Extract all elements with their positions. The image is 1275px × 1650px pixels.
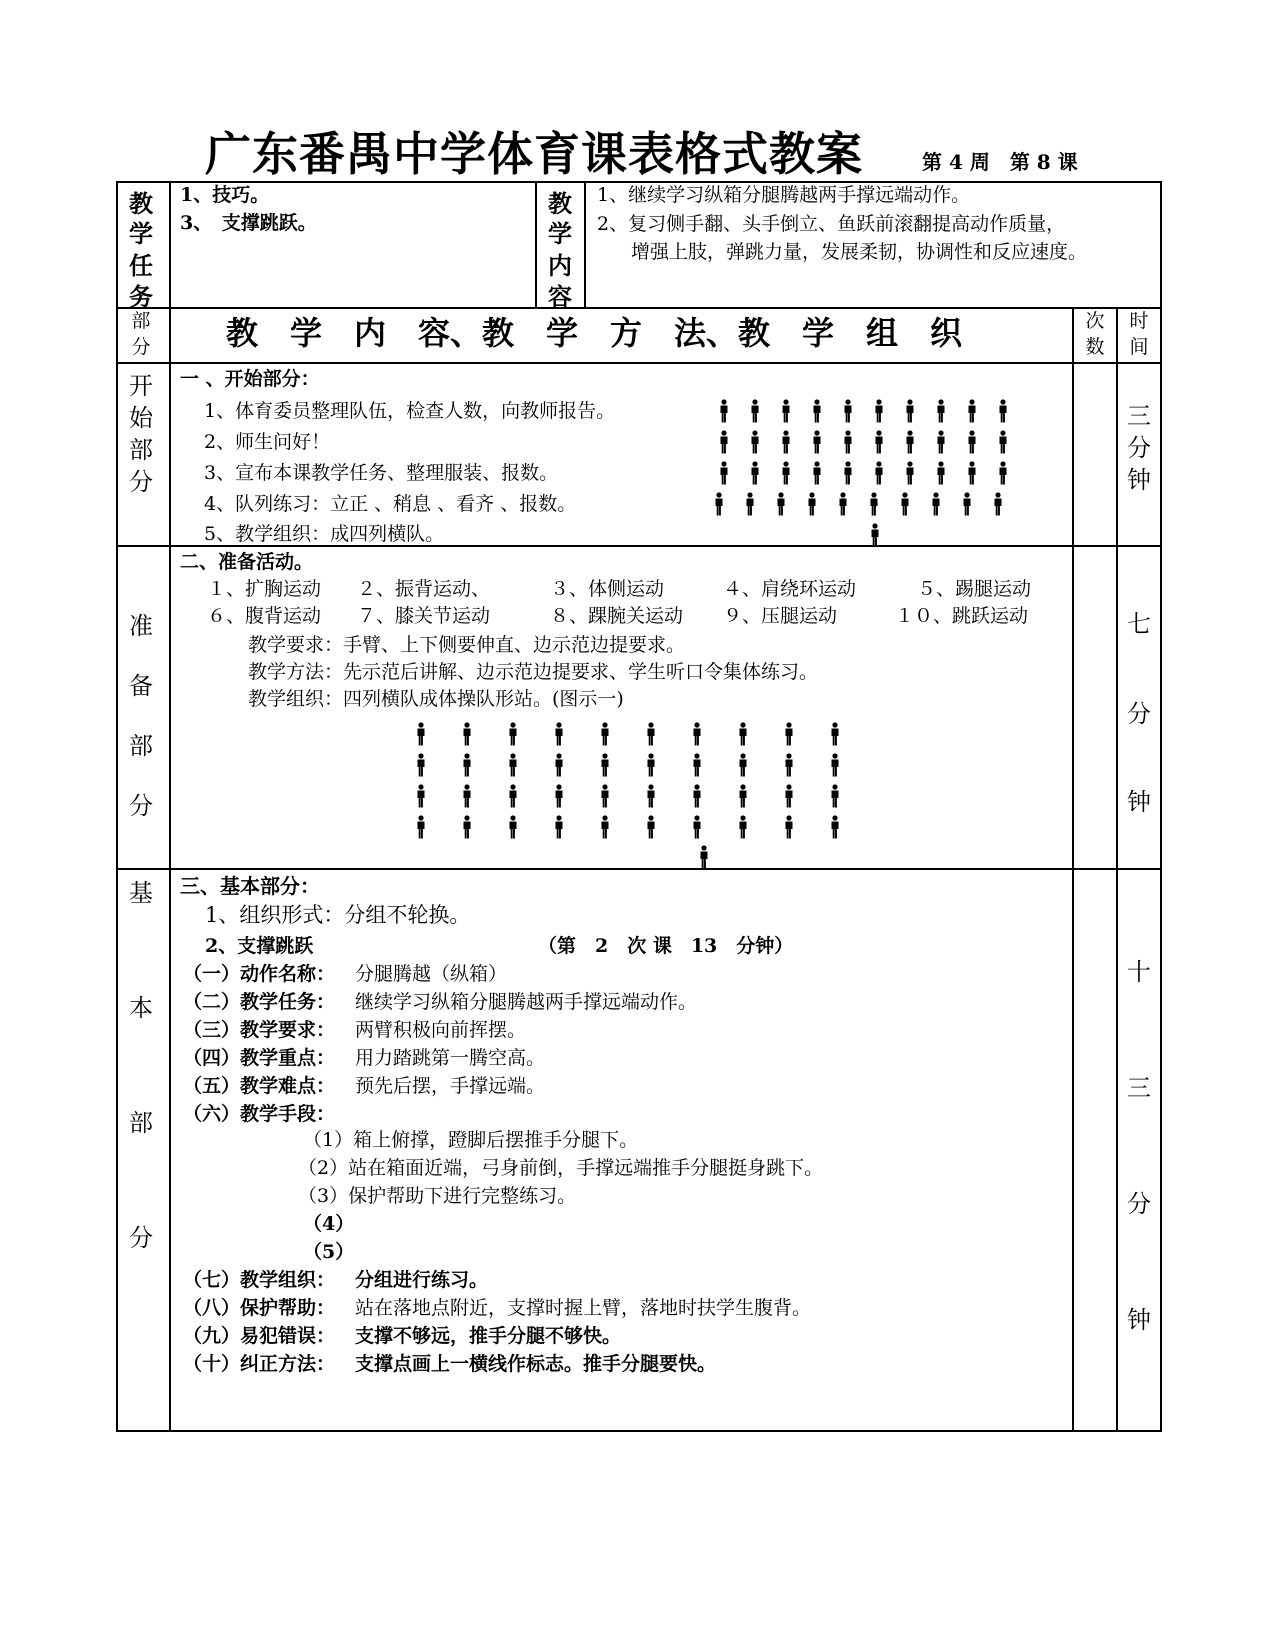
- student-figure-icon: [779, 399, 793, 423]
- student-figure-icon: [782, 722, 796, 746]
- student-figure-icon: [996, 461, 1010, 485]
- student-figure-icon: [934, 430, 948, 454]
- student-figure-icon: [460, 753, 474, 777]
- student-figure-icon: [779, 461, 793, 485]
- start-label-char: 开: [129, 372, 153, 400]
- content-label-char: 内: [548, 251, 572, 280]
- student-figure-icon: [717, 461, 731, 485]
- student-figure-icon: [810, 430, 824, 454]
- student-figure-icon: [965, 399, 979, 423]
- student-figure-icon: [598, 753, 612, 777]
- student-figure-icon: [805, 492, 819, 516]
- basic-means: （4）: [303, 1213, 355, 1235]
- student-figure-icon: [872, 399, 886, 423]
- student-figure-icon: [996, 399, 1010, 423]
- page-title: 广东番禺中学体育课表格式教案: [205, 127, 863, 181]
- student-figure-icon: [598, 722, 612, 746]
- basic-row-value: 支撑点画上一横线作标志。推手分腿要快。: [355, 1353, 717, 1375]
- basic-heading: 三、基本部分：: [180, 874, 320, 898]
- basic-time-char: 钟: [1127, 1306, 1151, 1334]
- student-figure-icon: [598, 784, 612, 808]
- basic-time-char: 分: [1127, 1190, 1151, 1218]
- start-heading: 一 、开始部分：: [180, 368, 320, 390]
- tasks-label-char: 教: [129, 189, 153, 218]
- content-label-char: 学: [548, 219, 572, 248]
- prep-time-char: 分: [1127, 700, 1151, 728]
- student-figure-icon: [828, 815, 842, 839]
- student-figure-icon: [736, 753, 750, 777]
- prep-label-char: 部: [129, 732, 153, 760]
- student-figure-icon: [774, 492, 788, 516]
- student-figure-icon: [810, 461, 824, 485]
- basic-row-value: 继续学习纵箱分腿腾越两手撑远端动作。: [355, 991, 698, 1013]
- student-figure-icon: [506, 753, 520, 777]
- header-times-char: 数: [1085, 336, 1105, 358]
- content-label-char: 容: [548, 282, 572, 311]
- basic-row-value: 预先后摆，手撑远端。: [355, 1075, 546, 1097]
- content-label-char: 教: [548, 189, 572, 218]
- prep-label-char: 备: [129, 672, 153, 700]
- tasks-label-char: 任: [129, 251, 153, 280]
- student-figure-icon: [810, 399, 824, 423]
- basic-label-char: 基: [129, 879, 153, 907]
- prep-item: １、扩胸运动: [207, 578, 322, 600]
- basic-time-char: 三: [1127, 1074, 1151, 1102]
- student-figure-icon: [460, 784, 474, 808]
- student-figure-icon: [867, 492, 881, 516]
- basic-means: （1）箱上俯撑，蹬脚后摆推手分腿下。: [303, 1129, 639, 1151]
- start-item: 4、队列练习：立正 、稍息 、看齐 、报数。: [204, 493, 577, 515]
- tasks-label-char: 学: [129, 219, 153, 248]
- student-figure-icon: [644, 722, 658, 746]
- start-item: 5、教学组织：成四列横队。: [204, 523, 445, 545]
- student-figure-icon: [872, 461, 886, 485]
- basic-row-key: （六）教学手段：: [183, 1103, 336, 1125]
- student-figure-icon: [782, 784, 796, 808]
- student-figure-icon: [991, 492, 1005, 516]
- student-figure-icon: [898, 492, 912, 516]
- content-line-3: 增强上肢，弹跳力量，发展柔韧，协调性和反应速度。: [631, 241, 1088, 263]
- student-figure-icon: [644, 815, 658, 839]
- student-figure-icon: [506, 784, 520, 808]
- content-line-2: 2、复习侧手翻、头手倒立、鱼跃前滚翻提高动作质量，: [597, 213, 1066, 235]
- student-figure-icon: [506, 722, 520, 746]
- prep-requirement: 教学要求：手臂、上下侧要伸直、边示范边提要求。: [248, 634, 686, 656]
- basic-time-char: 十: [1127, 958, 1151, 986]
- student-figure-icon: [552, 753, 566, 777]
- student-figure-icon: [782, 753, 796, 777]
- basic-row-key: （四）教学重点：: [183, 1047, 336, 1069]
- student-figure-icon: [996, 430, 1010, 454]
- student-figure-icon: [903, 430, 917, 454]
- prep-item: １０、跳跃运动: [895, 605, 1029, 627]
- header-time-char: 时: [1129, 310, 1149, 332]
- basic-means: （2）站在箱面近端，弓身前倒，手撑远端推手分腿挺身跳下。: [298, 1157, 824, 1179]
- student-figure-icon: [460, 722, 474, 746]
- student-figure-icon: [903, 399, 917, 423]
- student-figure-icon: [960, 492, 974, 516]
- basic-row-key: （九）易犯错误：: [183, 1325, 336, 1347]
- header-times-char: 次: [1085, 310, 1105, 332]
- student-figure-icon: [736, 722, 750, 746]
- basic-label-char: 部: [129, 1109, 153, 1137]
- basic-row-value: 用力踏跳第一腾空高。: [355, 1047, 546, 1069]
- student-figure-icon: [779, 430, 793, 454]
- start-item: 2、师生问好！: [204, 431, 331, 453]
- basic-means: （5）: [303, 1241, 355, 1263]
- basic-row-key: （二）教学任务：: [183, 991, 336, 1013]
- prep-label-char: 分: [129, 792, 153, 820]
- basic-item-2: 2、支撑跳跃: [205, 935, 314, 957]
- student-figure-icon: [690, 753, 704, 777]
- prep-item: ３、体侧运动: [550, 578, 665, 600]
- student-figure-icon: [690, 784, 704, 808]
- student-figure-icon: [748, 399, 762, 423]
- student-figure-icon: [903, 461, 917, 485]
- student-figure-icon: [841, 461, 855, 485]
- basic-org-form: 1、组织形式：分组不轮换。: [205, 903, 471, 927]
- student-figure-icon: [828, 784, 842, 808]
- student-figure-icon: [828, 753, 842, 777]
- student-figure-icon: [717, 399, 731, 423]
- student-figure-icon: [644, 753, 658, 777]
- student-figure-icon: [748, 461, 762, 485]
- basic-row-key: （七）教学组织：: [183, 1269, 336, 1291]
- basic-label-char: 分: [129, 1224, 153, 1252]
- prep-item: ２、振背运动、: [357, 578, 491, 600]
- student-figure-icon: [736, 815, 750, 839]
- start-time-char: 分: [1127, 434, 1151, 462]
- basic-label-char: 本: [129, 994, 153, 1022]
- student-figure-icon: [743, 492, 757, 516]
- teacher-figure-icon: [868, 523, 882, 547]
- student-figure-icon: [712, 492, 726, 516]
- prep-item: ５、踢腿运动: [917, 578, 1032, 600]
- prep-item: ８、踝腕关运动: [550, 605, 684, 627]
- student-figure-icon: [841, 430, 855, 454]
- header-main: 教 学 内 容、教 学 方 法、教 学 组 织: [226, 314, 963, 352]
- student-figure-icon: [552, 722, 566, 746]
- start-label-char: 分: [129, 468, 153, 496]
- basic-row-key: （三）教学要求：: [183, 1019, 336, 1041]
- student-figure-icon: [872, 430, 886, 454]
- student-figure-icon: [965, 461, 979, 485]
- student-figure-icon: [841, 399, 855, 423]
- prep-item: ９、压腿运动: [723, 605, 838, 627]
- basic-lesson-info: （第 2 次 课 13 分钟）: [538, 935, 794, 957]
- student-figure-icon: [414, 815, 428, 839]
- prep-item: ７、膝关节运动: [357, 605, 491, 627]
- prep-method: 教学方法：先示范后讲解、边示范边提要求、学生听口令集体练习。: [248, 661, 819, 683]
- prep-item: ４、肩绕环运动: [723, 578, 857, 600]
- start-time-char: 三: [1127, 402, 1151, 430]
- student-figure-icon: [644, 784, 658, 808]
- student-figure-icon: [965, 430, 979, 454]
- student-figure-icon: [782, 815, 796, 839]
- tasks-label-char: 务: [129, 282, 153, 311]
- start-label-char: 始: [129, 404, 153, 432]
- basic-row-value: 两臂积极向前挥摆。: [355, 1019, 527, 1041]
- start-time-char: 钟: [1127, 466, 1151, 494]
- prep-organization: 教学组织：四列横队成体操队形站。(图示一): [248, 688, 624, 710]
- student-figure-icon: [717, 430, 731, 454]
- prep-time-char: 钟: [1127, 788, 1151, 816]
- task-line-1: 1、技巧。: [180, 184, 270, 206]
- student-figure-icon: [414, 784, 428, 808]
- basic-row-value: 支撑不够远，推手分腿不够快。: [355, 1325, 622, 1347]
- start-label-char: 部: [129, 436, 153, 464]
- header-part-char: 部: [131, 310, 151, 332]
- student-figure-icon: [552, 815, 566, 839]
- basic-row-key: （一）动作名称：: [183, 963, 336, 985]
- student-figure-icon: [748, 430, 762, 454]
- header-part-char: 分: [131, 336, 151, 358]
- student-figure-icon: [736, 784, 750, 808]
- prep-item: ６、腹背运动: [207, 605, 322, 627]
- prep-time-char: 七: [1127, 610, 1151, 638]
- prep-label-char: 准: [129, 612, 153, 640]
- task-line-2: 3、 支撑跳跃。: [180, 212, 317, 234]
- basic-means: （3）保护帮助下进行完整练习。: [298, 1185, 577, 1207]
- header-time-char: 间: [1129, 336, 1149, 358]
- basic-row-value: 站在落地点附近，支撑时握上臂，落地时扶学生腹背。: [355, 1297, 812, 1319]
- content-line-1: 1、继续学习纵箱分腿腾越两手撑远端动作。: [597, 184, 971, 206]
- start-item: 1、体育委员整理队伍，检查人数，向教师报告。: [204, 400, 616, 422]
- basic-row-value: 分组进行练习。: [355, 1269, 489, 1291]
- basic-row-key: （八）保护帮助：: [183, 1297, 336, 1319]
- student-figure-icon: [690, 815, 704, 839]
- week-lesson: 第 4 周 第 8 课: [922, 150, 1078, 174]
- student-figure-icon: [506, 815, 520, 839]
- student-figure-icon: [929, 492, 943, 516]
- student-figure-icon: [598, 815, 612, 839]
- student-figure-icon: [414, 753, 428, 777]
- student-figure-icon: [414, 722, 428, 746]
- basic-row-key: （五）教学难点：: [183, 1075, 336, 1097]
- teacher-figure-icon: [697, 845, 711, 869]
- student-figure-icon: [828, 722, 842, 746]
- start-item: 3、宣布本课教学任务、整理服装、报数。: [204, 462, 559, 484]
- basic-row-value: 分腿腾越（纵箱）: [355, 963, 508, 985]
- student-figure-icon: [690, 722, 704, 746]
- student-figure-icon: [934, 399, 948, 423]
- student-figure-icon: [934, 461, 948, 485]
- basic-row-key: （十）纠正方法：: [183, 1353, 336, 1375]
- prep-heading: 二、准备活动。: [180, 551, 314, 573]
- student-figure-icon: [460, 815, 474, 839]
- student-figure-icon: [836, 492, 850, 516]
- student-figure-icon: [552, 784, 566, 808]
